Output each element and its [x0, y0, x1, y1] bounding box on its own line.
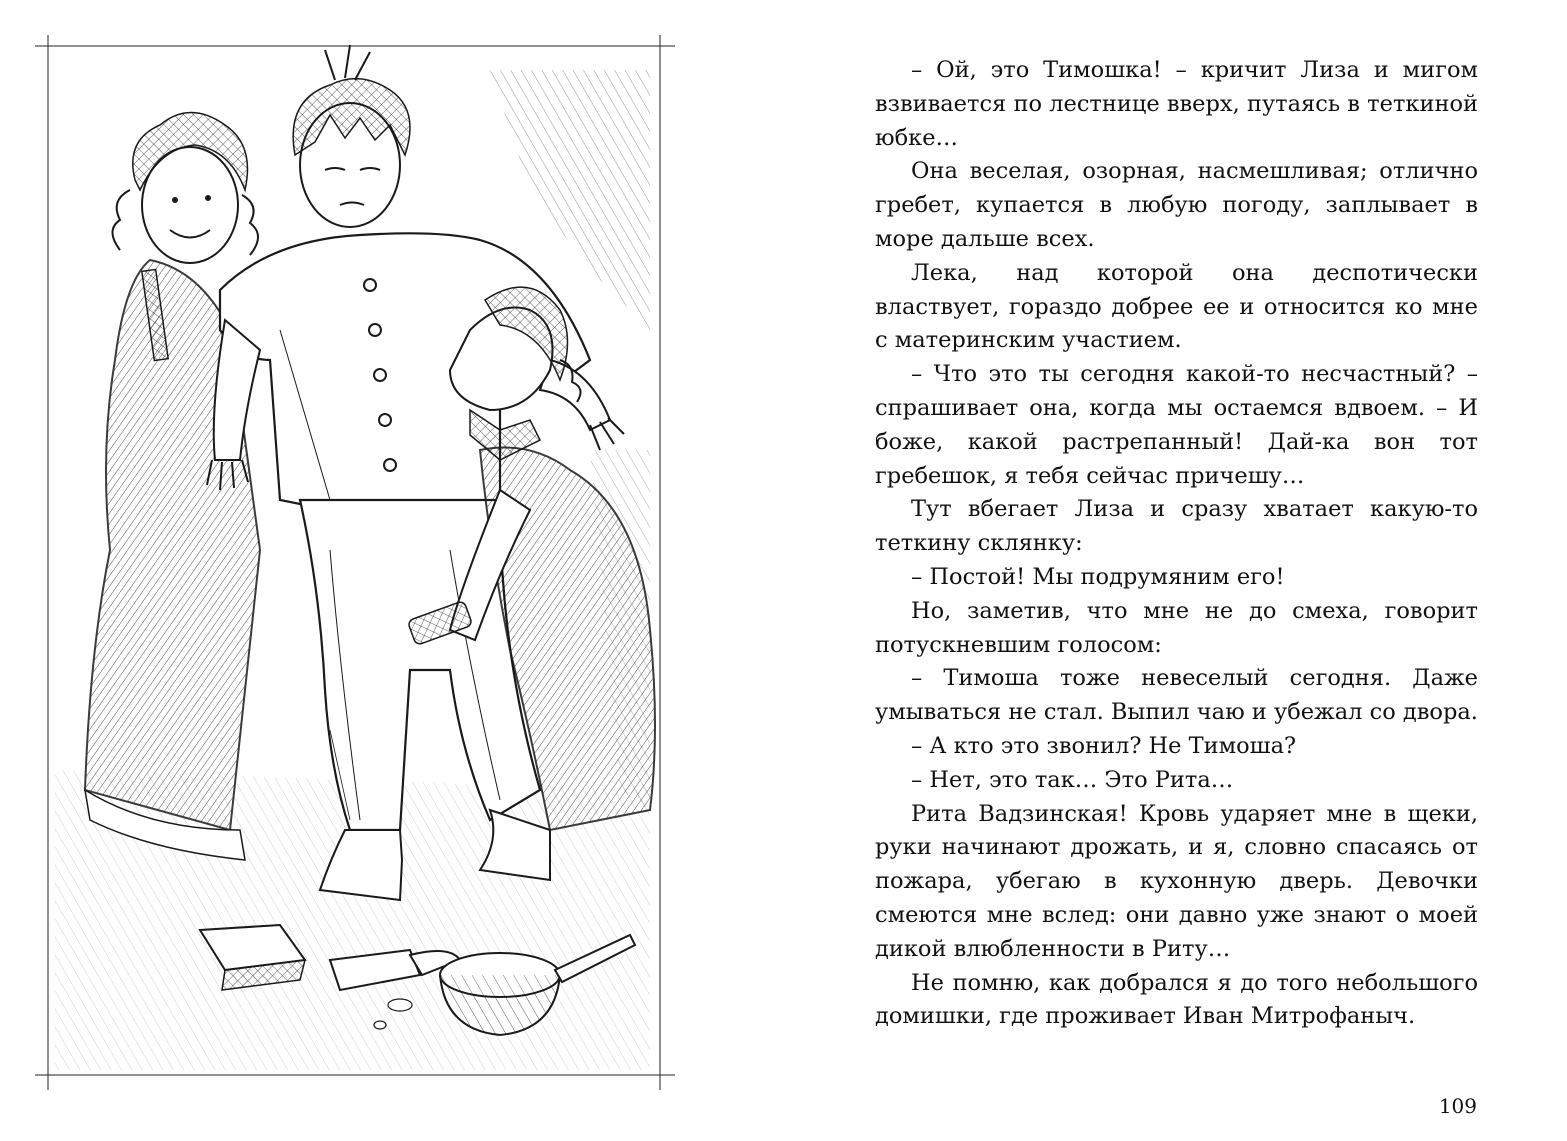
illustration	[30, 30, 680, 1100]
text-page	[783, 0, 1567, 1141]
paragraph: Не помню, как добрался я до того небольшого домишки, где проживает Иван Митрофаныч.	[875, 969, 1478, 1030]
paragraph: – Нет, это так… Это Рита…	[911, 766, 1234, 793]
paragraph: – А кто это звонил? Не Тимоша?	[911, 732, 1297, 759]
paragraph: – Ой, это Тимошка! – кричит Лиза и мигом взвивается по лестнице вверх, путаясь в теткиной юбке…	[875, 57, 1478, 151]
paragraph: Рита Вадзинская! Кровь ударяет мне в щеки, руки начинают дрожать, и я, словно спасаясь от пожара, убегаю в кухонную дверь. Девочки смеются мне вслед: они давно уже знают о моей дикой влюбленности в Риту…	[875, 800, 1478, 962]
paragraph: Тут вбегает Лиза и сразу хватает какую-то теткину склянку:	[875, 496, 1478, 557]
paragraph: – Тимоша тоже невеселый сегодня. Даже умываться не стал. Выпил чаю и убежал со двора.	[875, 665, 1478, 726]
children-illustration-icon	[30, 30, 680, 1100]
paragraph: – Что это ты сегодня какой-то несчастный? – спрашивает она, когда мы остаемся вдвоем. – И боже, какой растрепанный! Дай-ка вон тот гребешок, я тебя сейчас причешу…	[875, 361, 1478, 489]
illustration-page	[0, 0, 783, 1141]
paragraph: Но, заметив, что мне не до смеха, говорит потускневшим голосом:	[875, 597, 1478, 658]
page-number: 109	[1438, 1094, 1477, 1118]
paragraph: Она веселая, озорная, насмешливая; отлично гребет, купается в любую погоду, заплывает в море дальше всех.	[875, 158, 1478, 252]
paragraph: – Постой! Мы подрумяним его!	[911, 563, 1285, 590]
paragraph: Лека, над которой она деспотически властвует, гораздо добрее ее и относится ко мне с материнским участием.	[875, 259, 1478, 354]
text-column	[875, 54, 1478, 1034]
